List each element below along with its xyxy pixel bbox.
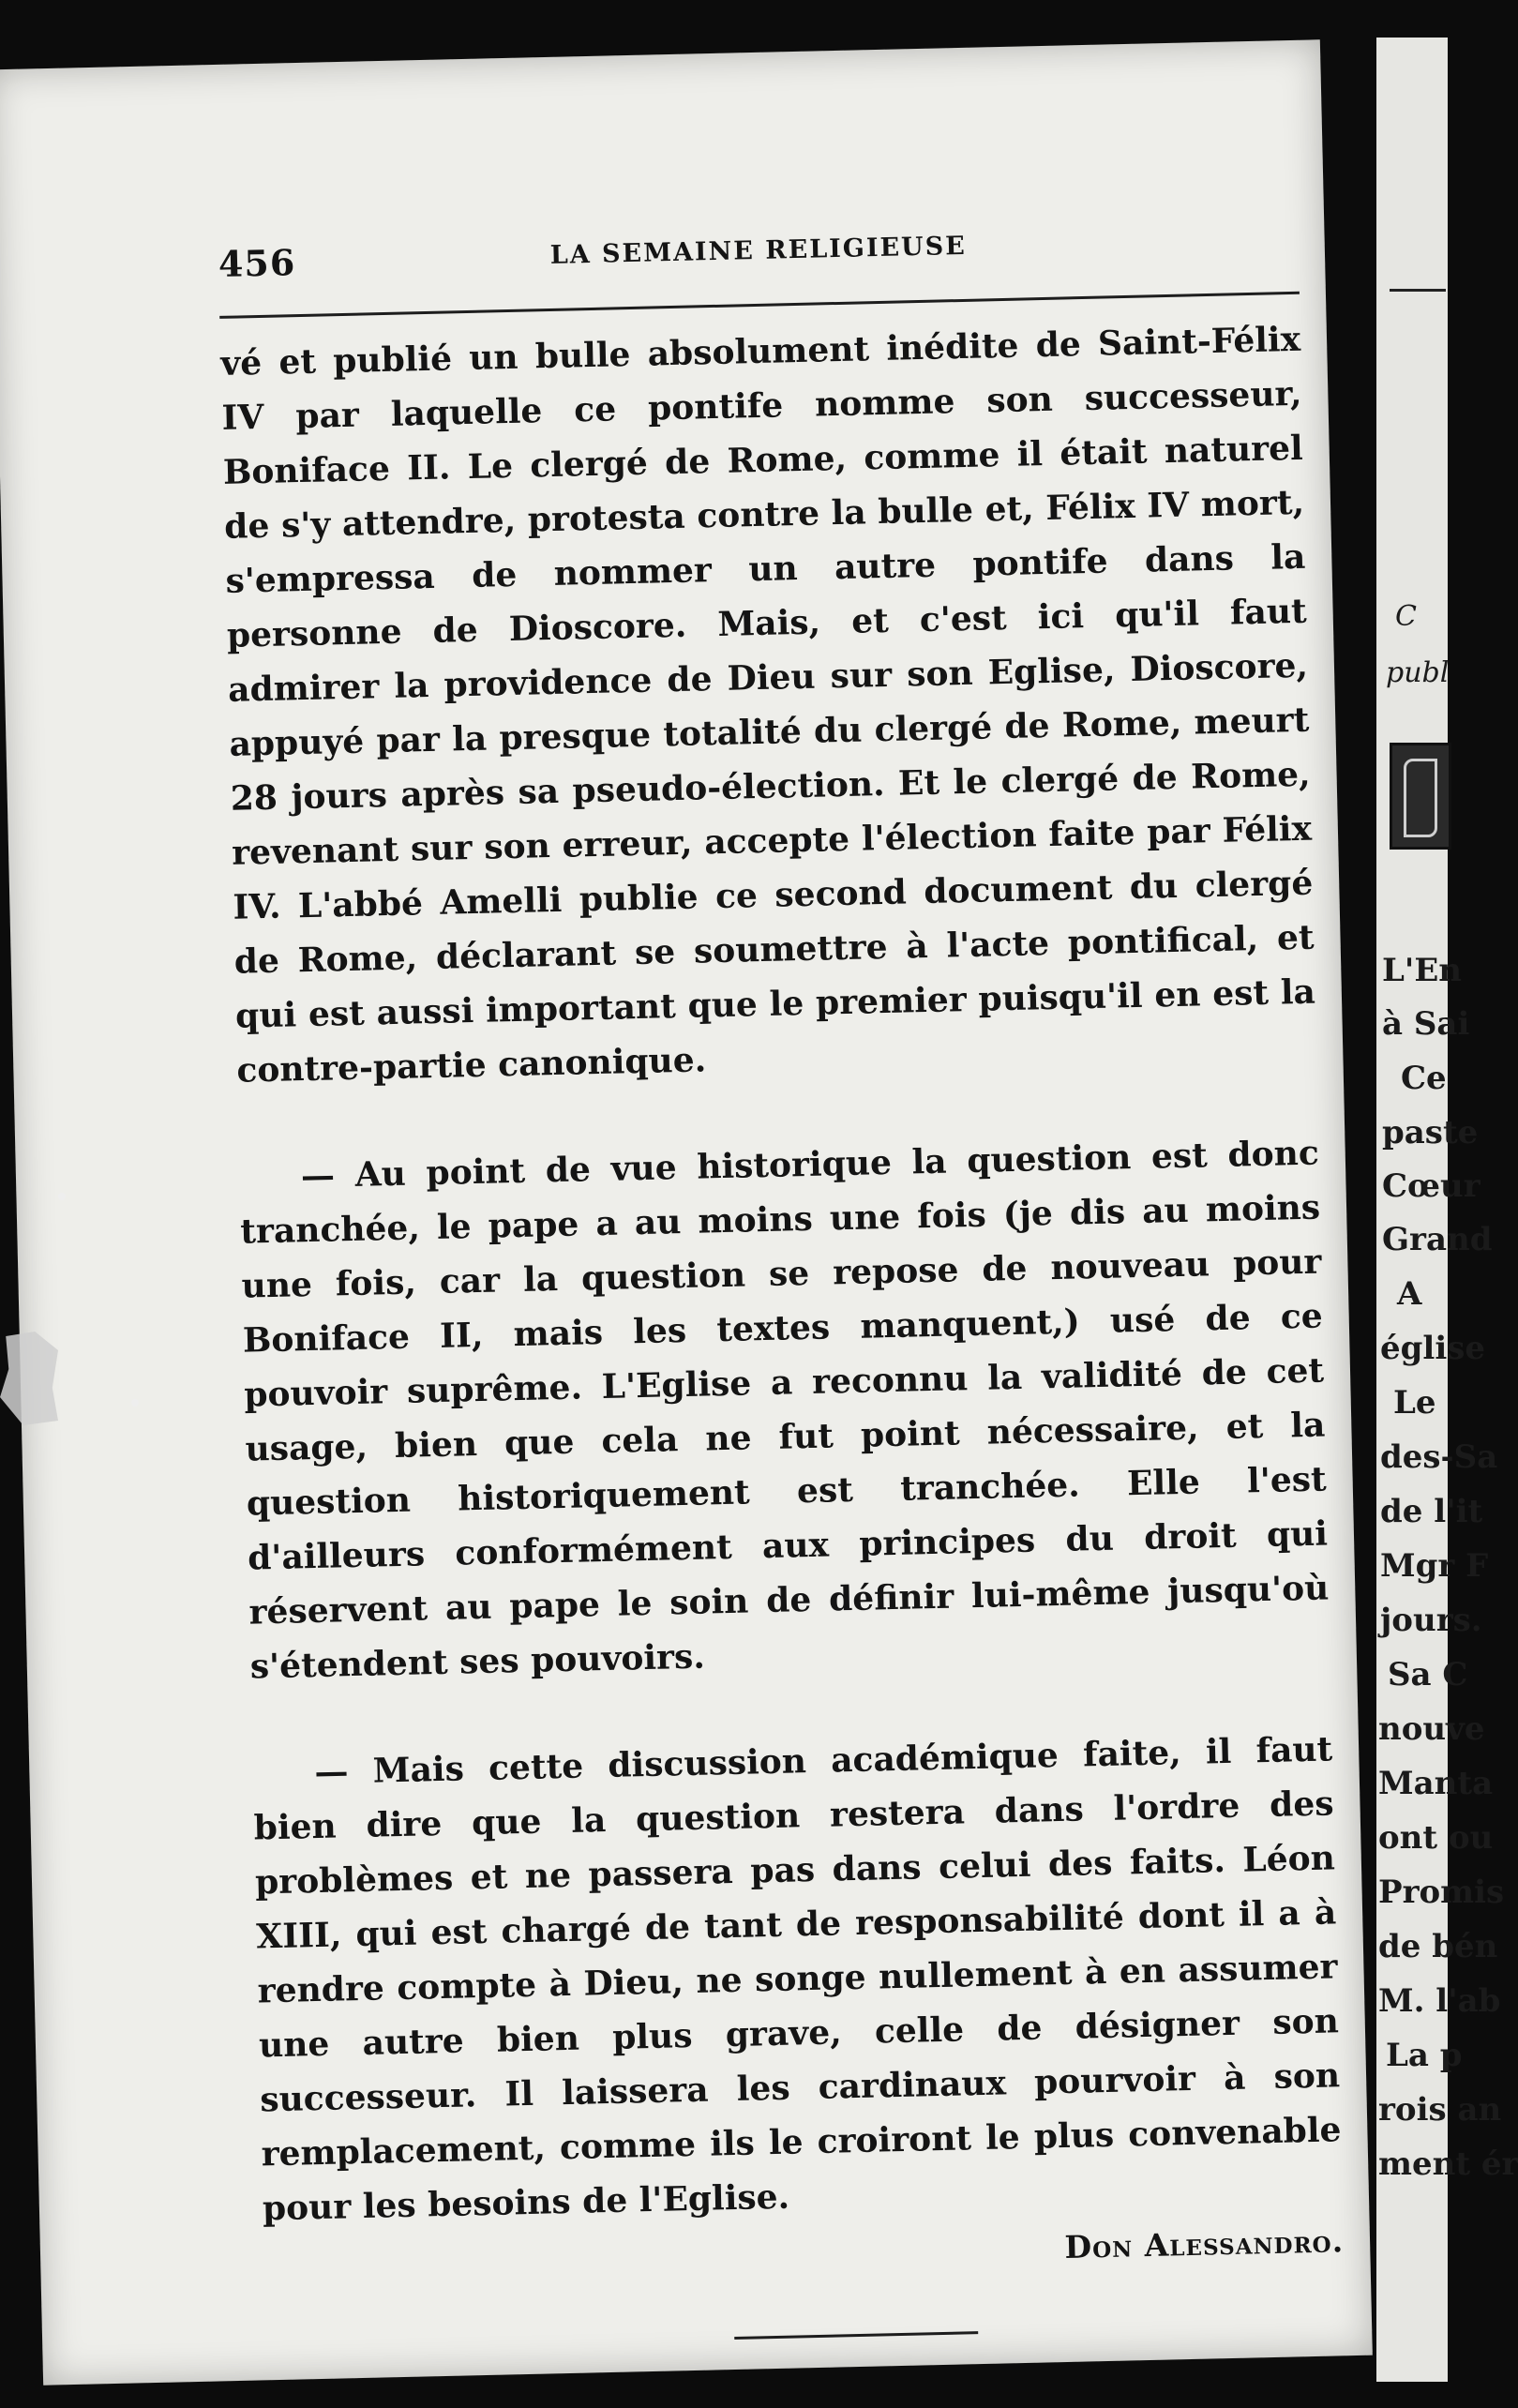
side-line: Ce (1401, 1060, 1447, 1097)
margin-dot (131, 1399, 139, 1407)
side-line: Grand (1382, 1221, 1493, 1258)
side-line: Cœur (1382, 1167, 1480, 1205)
margin-dot (58, 1193, 66, 1200)
side-line: jours. (1380, 1602, 1482, 1639)
side-line: de l'it (1380, 1493, 1483, 1530)
side-line: de bén (1378, 1928, 1498, 1965)
side-line: Promis (1378, 1874, 1505, 1911)
paragraph-1: vé et publié un bulle absolument inédite de Saint-Félix IV par laquelle ce pontife nomme son successeur, Boniface II. Le clergé de Rome, comme il était naturel de s'y attendre, protesta contre la bulle et, Félix IV mort, s'empressa de nommer un autre pontife dans la personne de Dioscore. Mais, et c'est ici qu'il faut admirer la providence de Dieu sur son Eglise, Dioscore, appuyé par la presque totalité du clergé de Rome, meurt 28 jours après sa pseudo-élection. Et le clergé de Rome, revenant sur son erreur, accepte l'élection faite par Félix IV. L'abbé Amelli publie ce second document du clergé de Rome, déclarant se soumettre à l'acte pontifical, et qui est aussi important que le premier puisqu'il en est la contre-partie canonique. (219, 319, 1316, 1091)
page-header (218, 218, 1299, 284)
side-line: des-Sa (1380, 1438, 1498, 1476)
side-line: Le (1393, 1384, 1436, 1422)
article-body (220, 312, 1345, 2351)
running-title: LA SEMAINE RELIGIEUSE (549, 231, 968, 270)
author-signature: Don Alessandro. (1064, 2222, 1345, 2266)
side-line: A (1397, 1275, 1422, 1313)
side-line: nouve (1378, 1710, 1485, 1748)
side-line: M. l'ab (1378, 1982, 1501, 2020)
paragraph-3: — Mais cette discussion académique faite, il faut bien dire que la question restera dans l'ordre des problèmes et ne passera pas dans celui des faits. Léon XIII, qui est chargé de tant de responsabilité dont il a à rendre compte à Dieu, ne songe nullement à en assumer une autre bien plus grave, celle de désigner son successeur. Il laissera les cardinaux pourvoir à son remplacement, comme ils le croiront le plus convenable pour les besoins de l'Eglise. (253, 1729, 1342, 2229)
side-line: rois an (1378, 2091, 1502, 2129)
decorated-initial-icon (1390, 743, 1451, 850)
side-line: publ (1386, 656, 1450, 689)
side-line: La p (1386, 2037, 1463, 2074)
side-line: ment ér (1378, 2145, 1518, 2183)
side-line: à Sai (1382, 1005, 1470, 1043)
side-line: ont ou (1378, 1819, 1494, 1857)
side-header-rule (1390, 289, 1446, 292)
side-line: L'En (1382, 952, 1462, 989)
header-rule (219, 292, 1300, 319)
side-line: Sa C (1388, 1656, 1468, 1693)
side-line: paste (1382, 1114, 1479, 1151)
adjacent-page-fragment (1376, 38, 1518, 2382)
paragraph-2: — Au point de vue historique la question est donc tranchée, le pape a au moins une fois (je dis au moins une fois, car la question se repose de nouveau pour Boniface II, mais les textes manquent,) usé de ce pouvoir suprême. L'Eglise a reconnu la validité de cet usage, bien que cela ne fut point nécessaire, et la question historiquement est tranchée. Elle l'est d'ailleurs conformément aux principes du droit qui réservent au pape le soin de définir lui-même jusqu'où s'étendent ses pouvoirs. (239, 1133, 1330, 1687)
side-line: Manta (1378, 1765, 1494, 1802)
side-line: C (1395, 600, 1417, 633)
margin-stain (0, 1332, 58, 1425)
side-line: Mgr F (1380, 1547, 1489, 1585)
scanned-page (0, 39, 1373, 2385)
side-line: église (1380, 1330, 1486, 1367)
end-rule (734, 2331, 978, 2340)
page-number: 456 (218, 241, 296, 285)
